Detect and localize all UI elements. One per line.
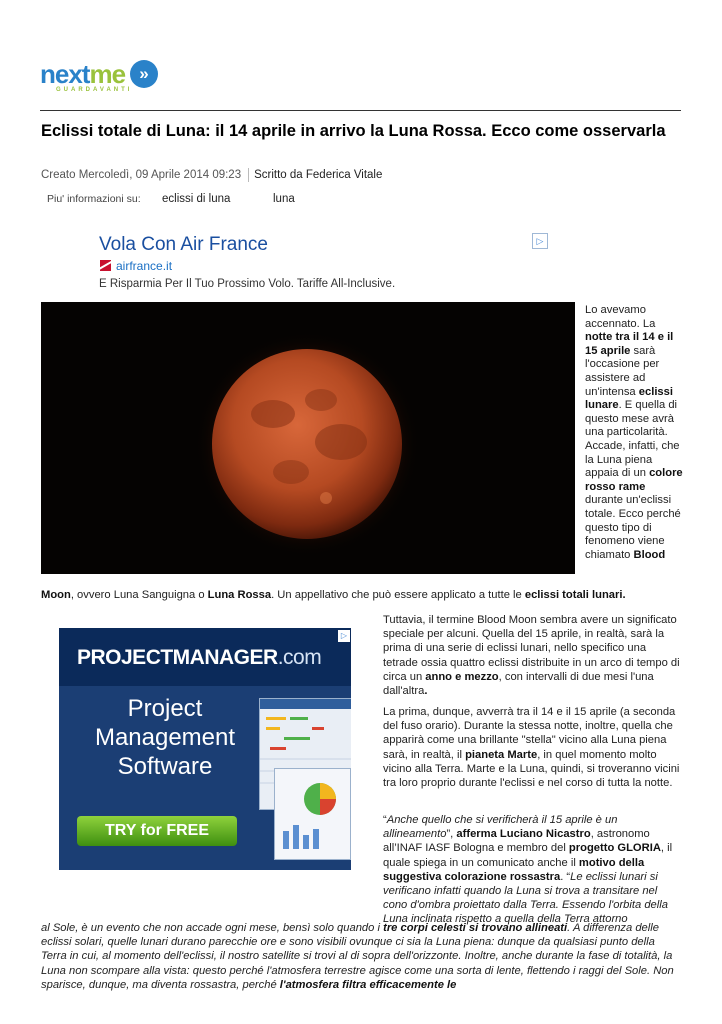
ad-screenshot-chart xyxy=(274,768,351,860)
paragraph-quote: “Anche quello che si verificherà il 15 aprile è un allineamento”, afferma Luciano Nicastro, astronomo all’INAF IASF Bologna e membro del progetto GLORIA, il quale spiega in un comunicato anche il motivo della suggestiva colorazione rossastra. “Le eclissi lunari si verificano infatti quando la Luna si trova a transitare nel cono d'ombra proiettato dalla Terra. Essendo l'orbita della Luna inclinata rispetto a quella della Terra attorno xyxy=(383,814,673,926)
ad-airfrance-description: E Risparmia Per Il Tuo Prossimo Volo. Tariffe All-Inclusive. xyxy=(99,278,396,290)
ad-screenshot-titlebar xyxy=(260,699,351,709)
logo-tagline: GUARDAVANTI xyxy=(56,87,133,93)
airfrance-logo-icon xyxy=(100,260,111,271)
created-date: Creato Mercoledì, 09 Aprile 2014 09:23 xyxy=(41,169,242,182)
tag-link-eclissi-di-luna[interactable]: eclissi di luna xyxy=(162,193,231,205)
article-meta xyxy=(41,168,382,182)
ad-pie-chart-icon xyxy=(275,769,350,859)
paragraph-blood-moon-meaning: Tuttavia, il termine Blood Moon sembra avere un significato speciale per alcuni. Quella del 15 aprile, in realtà, sarà la prima di una serie di eclissi lunari, nello specifico una tetrade ossia quattro eclissi distribuite in un arco di tempo di circa un anno e mezzo, con intervalli di due mesi l'una dall'altra. xyxy=(383,614,680,698)
adchoices-icon[interactable]: ▷ xyxy=(532,233,548,249)
article-title: Eclissi totale di Luna: il 14 aprile in arrivo la Luna Rossa. Ecco come osservarla xyxy=(41,122,666,140)
ad-headline: Project Management Software xyxy=(94,695,236,780)
intro-paragraph: Lo avevamo accennato. La notte tra il 14 e il 15 aprile sarà l'occasione per assistere ad un'intensa eclissi lunare. E quella di questo mese avrà una particolarità. Accade, infatti, che la Luna piena appaia di un colore rosso rame durante un'eclissi totale. Ecco perché questo tipo di fenomeno viene chiamato Blood xyxy=(585,304,683,561)
projectmanager-ad[interactable] xyxy=(59,628,351,870)
meta-divider xyxy=(248,168,249,182)
ad-brand: PROJECTMANAGER.com xyxy=(77,646,322,669)
intro-continuation: Moon, ovvero Luna Sanguigna o Luna Rossa. Un appellativo che può essere applicato a tutte le eclissi totali lunari. xyxy=(41,589,626,601)
blood-moon-image xyxy=(41,302,575,574)
paragraph-mars: La prima, dunque, avverrà tra il 14 e il 15 aprile (a seconda del fuso orario). Durante la stessa notte, inoltre, quella che apparirà come una brillante "stella" vicino alla Luna piena sarà, in realtà, il pianeta Marte, in quel momento molto vicino alla Terra. Marte e la Luna, quindi, si troveranno vicini tra loro proprio durante l'eclissi e nel corso di tutta la notte. xyxy=(383,706,680,790)
tags-label: Piu' informazioni su: xyxy=(47,193,141,205)
paragraph-eclipse-explanation: al Sole, è un evento che non accade ogni mese, bensì solo quando i tre corpi celesti si trovano allineati. A differenza delle eclissi solari, quelle lunari durano parecchie ore e sono visibili ovunque ci sia la Luna piena: dunque da qualsiasi punto della Terra in cui, al momento dell'eclissi, il nostro satellite si trovi al di sopra dell'orizzonte. Inoltre, anche durante la fase di totalità, la Luna non scompare alla vista: questo perché l'atmosfera terrestre agisce come una sorta di lente, flettendo i raggi del Sole. Non sparisce, dunque, ma diventa rossastra, perché l'atmosfera filtra efficacemente le xyxy=(41,922,674,991)
blood-moon-photo xyxy=(41,302,575,574)
try-for-free-button[interactable]: TRY for FREE xyxy=(77,816,237,846)
tag-link-luna[interactable]: luna xyxy=(273,193,295,205)
author-byline: Scritto da Federica Vitale xyxy=(254,169,383,182)
header-divider xyxy=(40,110,681,111)
logo-wordmark: nextme xyxy=(40,59,126,89)
adchoices-icon[interactable]: ▷ xyxy=(338,630,350,642)
ad-airfrance-title[interactable]: Vola Con Air France xyxy=(99,234,268,255)
ad-airfrance-domain[interactable]: airfrance.it xyxy=(116,259,173,273)
logo-arrow-icon: » xyxy=(130,60,158,88)
